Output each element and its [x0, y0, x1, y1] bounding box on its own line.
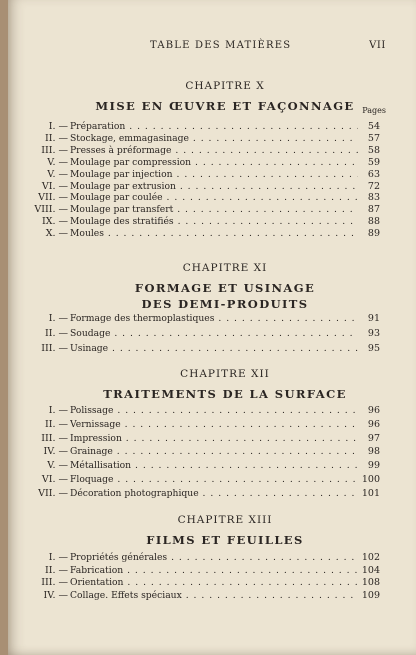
entry-title: Moulage par coulée . . .: [70, 191, 358, 204]
entry-page: 93: [367, 328, 380, 340]
toc-entry: [8, 404, 380, 417]
toc-entry: [8, 327, 380, 340]
book-page: [8, 0, 416, 655]
entry-title: Moules . . .: [70, 227, 358, 240]
entry-page: 99: [367, 460, 380, 472]
entry-number: V. —: [47, 460, 68, 472]
chapter-title-line: MISE EN ŒUVRE ET FAÇONNAGE: [95, 99, 355, 113]
entry-number: IV. —: [43, 589, 68, 601]
entry-page: 91: [367, 313, 380, 324]
entry-title: Moulage par transfert . . .: [70, 203, 358, 216]
entry-number: III. —: [41, 144, 68, 156]
entry-title: Collage. Effets spéciaux . . .: [70, 589, 358, 602]
chapter-title: [34, 532, 416, 548]
toc-entry: [8, 432, 380, 445]
toc-entry: [8, 576, 380, 589]
entry-title: Usinage . . .: [70, 342, 358, 355]
entry-title: Orientation . . .: [70, 576, 358, 589]
entry-page: 89: [367, 228, 380, 240]
entry-page: 108: [361, 577, 380, 589]
entry-number: VI. —: [41, 474, 68, 485]
entry-number: VII. —: [38, 192, 68, 204]
entry-number: VI. —: [41, 180, 68, 192]
entry-page: 104: [361, 564, 380, 576]
entry-page: 97: [367, 432, 380, 444]
toc-entry: [8, 227, 380, 240]
entry-number: I. —: [48, 313, 68, 324]
entry-title: Polissage . . .: [70, 404, 358, 417]
entry-page: 98: [367, 446, 380, 458]
entry-page: 96: [367, 418, 380, 430]
pages-column-header: Pages: [362, 106, 386, 115]
entry-title: Stockage, emmagasinage . . .: [70, 132, 358, 145]
entry-number: II. —: [44, 564, 68, 576]
entry-number: III. —: [41, 343, 68, 355]
toc-entry: [8, 445, 380, 458]
entry-number: V. —: [47, 168, 68, 180]
entry-page: 100: [361, 474, 380, 485]
entry-page: 57: [367, 132, 380, 144]
entry-page: 96: [367, 405, 380, 416]
entry-title: Grainage . . .: [70, 445, 358, 458]
entry-number: III. —: [41, 577, 68, 589]
entry-page: 83: [367, 192, 380, 204]
entry-title: Fabrication . . .: [70, 564, 358, 577]
entry-title: Formage des thermoplastiques . . .: [70, 312, 358, 325]
entry-number: II. —: [44, 418, 68, 430]
entry-number: III. —: [41, 432, 68, 444]
entry-number: VII. —: [38, 487, 68, 499]
entry-title: Métallisation . . .: [70, 459, 358, 472]
chapter-heading: [8, 80, 416, 114]
entry-page: 102: [361, 552, 380, 563]
entry-title: Moulage par extrusion . . .: [70, 180, 358, 193]
chapter-label: CHAPITRE X: [185, 80, 265, 92]
running-head: [8, 40, 416, 54]
entry-page: 63: [367, 168, 380, 180]
entry-title: Impression . . .: [70, 432, 358, 445]
chapter-heading: [8, 514, 416, 548]
entry-page: 95: [367, 343, 380, 355]
page-number: VII: [369, 40, 386, 51]
entry-number: II. —: [44, 132, 68, 144]
toc-entry: [8, 459, 380, 472]
chapter-label: CHAPITRE XI: [182, 262, 268, 274]
chapter-title-line: FILMS ET FEUILLES: [146, 533, 304, 547]
toc-entry: [8, 473, 380, 486]
running-head-title: TABLE DES MATIÈRES: [150, 40, 292, 51]
entry-number: I. —: [48, 405, 68, 416]
chapter-title-line: FORMAGE ET USINAGE: [134, 281, 316, 295]
entry-number: IV. —: [43, 446, 68, 458]
entry-title: Décoration photographique . . .: [70, 487, 358, 500]
toc-entry: [8, 312, 380, 325]
entry-number: VIII. —: [34, 204, 68, 216]
chapter-heading: [8, 368, 416, 402]
entry-page: 72: [367, 180, 380, 192]
toc-entry: [8, 487, 380, 500]
chapter-label: CHAPITRE XII: [180, 368, 270, 380]
entry-number: X. —: [45, 228, 68, 240]
entry-number: II. —: [44, 328, 68, 340]
chapter-title: [34, 386, 416, 402]
entry-title: Soudage . . .: [70, 327, 358, 340]
entry-number: I. —: [48, 121, 68, 132]
entry-page: 59: [367, 156, 380, 168]
entry-page: 87: [367, 204, 380, 216]
chapter-title-line: DES DEMI-PRODUITS: [141, 297, 309, 311]
entry-title: Moulage par injection . . .: [70, 168, 358, 181]
entry-title: Presses à préformage . . .: [70, 144, 358, 157]
toc-entry: [8, 564, 380, 577]
chapter-heading: [8, 262, 416, 312]
entry-page: 88: [367, 216, 380, 228]
entry-title: Préparation . . .: [70, 120, 358, 133]
toc-entry: [8, 589, 380, 602]
entry-title: Floquage . . .: [70, 473, 358, 486]
entry-page: 101: [361, 487, 380, 499]
toc-entry: [8, 342, 380, 355]
entry-title: Moulage des stratifiés . . .: [70, 215, 358, 228]
entry-page: 58: [367, 144, 380, 156]
entry-number: I. —: [48, 552, 68, 563]
entry-number: IX. —: [41, 216, 68, 228]
entry-title: Propriétés générales . . .: [70, 551, 358, 564]
entry-title: Moulage par compression . . .: [70, 156, 358, 169]
chapter-label: CHAPITRE XIII: [177, 514, 273, 526]
entry-title: Vernissage . . .: [70, 418, 358, 431]
toc-entry: [8, 418, 380, 431]
chapter-title: [34, 280, 416, 312]
entry-page: 109: [361, 589, 380, 601]
chapter-title: [34, 98, 416, 114]
entry-number: V. —: [47, 156, 68, 168]
entry-page: 54: [367, 121, 380, 132]
chapter-title-line: TRAITEMENTS DE LA SURFACE: [103, 387, 347, 401]
toc-entry: [8, 551, 380, 564]
